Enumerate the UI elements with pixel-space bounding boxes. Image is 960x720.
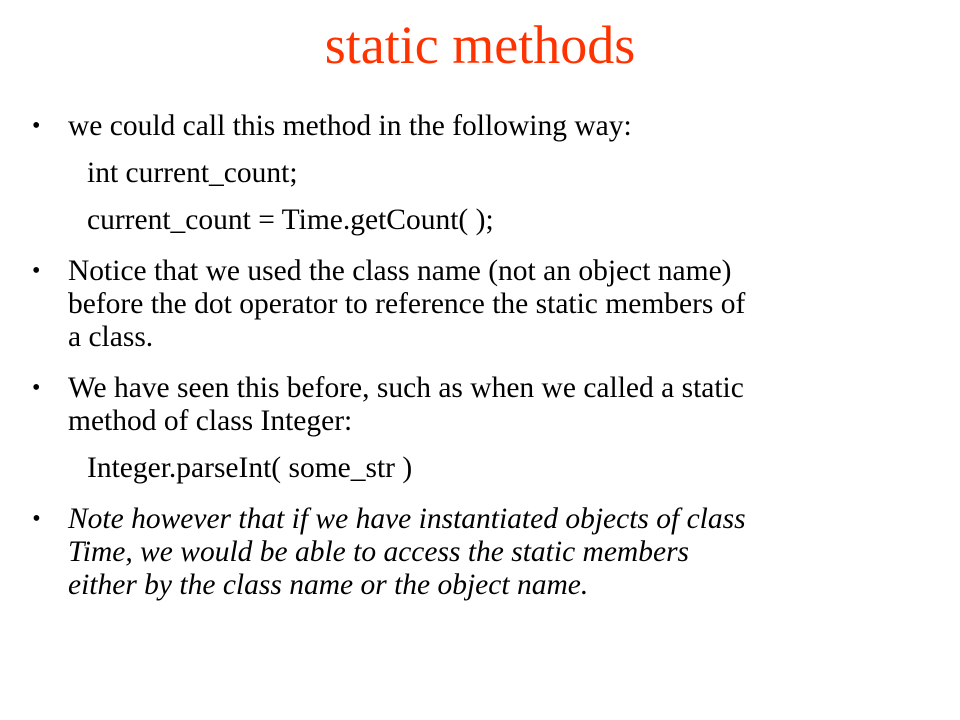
bullet-item-call-method bbox=[30, 110, 935, 143]
bullet-text-line: either by the class name or the object name. bbox=[68, 569, 589, 601]
spacer bbox=[30, 143, 935, 157]
bullet-text-line: we could call this method in the following way: bbox=[68, 110, 632, 142]
bullet-text-line: method of class Integer: bbox=[68, 405, 353, 437]
slide-content bbox=[30, 110, 935, 602]
spacer bbox=[30, 485, 935, 503]
slide-title: static methods bbox=[324, 15, 636, 75]
code-line-parseint: Integer.parseInt( some_str ) bbox=[87, 452, 413, 484]
code-line-declaration: int current_count; bbox=[87, 157, 298, 189]
spacer bbox=[30, 190, 935, 204]
bullet-text-line: We have seen this before, such as when we called a static bbox=[68, 372, 744, 404]
bullet-dot-icon: • bbox=[32, 506, 41, 532]
bullet-item-seen-before bbox=[30, 372, 935, 438]
bullet-text-line: Note however that if we have instantiated objects of class bbox=[68, 503, 746, 535]
spacer bbox=[30, 237, 935, 255]
bullet-dot-icon: • bbox=[32, 113, 41, 139]
bullet-text-line: a class. bbox=[68, 321, 154, 353]
bullet-text-line: Time, we would be able to access the static members bbox=[68, 536, 690, 568]
spacer bbox=[30, 438, 935, 452]
spacer bbox=[30, 354, 935, 372]
bullet-text-line: Notice that we used the class name (not an object name) bbox=[68, 255, 732, 287]
bullet-item-note bbox=[30, 503, 935, 602]
bullet-item-class-name bbox=[30, 255, 935, 354]
bullet-dot-icon: • bbox=[32, 375, 41, 401]
bullet-text-line: before the dot operator to reference the static members of bbox=[68, 288, 746, 320]
code-line-assignment: current_count = Time.getCount( ); bbox=[87, 204, 494, 236]
bullet-dot-icon: • bbox=[32, 258, 41, 284]
